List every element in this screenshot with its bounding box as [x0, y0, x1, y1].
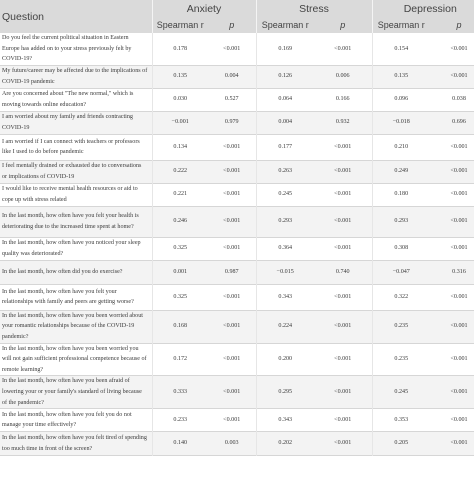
p-value-cell: <0.001 [314, 432, 372, 456]
subheader-spearman: Spearman r [152, 17, 208, 33]
p-value-cell: <0.001 [208, 409, 256, 432]
question-cell: In the last month, how often did you do exercise? [0, 260, 152, 284]
question-cell: I am worried if I can connect with teachers or professors like I used to do before pandemic [0, 134, 152, 160]
p-value-cell: <0.001 [430, 432, 474, 456]
table-row [0, 206, 474, 237]
p-value-cell: <0.001 [208, 206, 256, 237]
spearman-cell: −0.015 [256, 260, 314, 284]
spearman-cell: 0.205 [372, 432, 430, 456]
p-value-cell: <0.001 [430, 206, 474, 237]
table-row [0, 376, 474, 409]
question-cell: In the last month, how often have you felt your health is deteriorating due to the increased time spent at home? [0, 206, 152, 237]
p-value-cell: <0.001 [208, 343, 256, 376]
p-value-cell: <0.001 [314, 284, 372, 310]
spearman-cell: 0.134 [152, 134, 208, 160]
p-value-cell: 0.987 [208, 260, 256, 284]
p-value-cell: 0.979 [208, 111, 256, 134]
spearman-cell: 0.233 [152, 409, 208, 432]
p-value-cell: <0.001 [314, 134, 372, 160]
spearman-cell: 0.293 [372, 206, 430, 237]
spearman-cell: 0.172 [152, 343, 208, 376]
table-header [0, 0, 474, 33]
p-value-cell: <0.001 [430, 160, 474, 183]
p-value-cell: <0.001 [430, 134, 474, 160]
spearman-cell: 0.169 [256, 33, 314, 65]
spearman-cell: 0.333 [152, 376, 208, 409]
p-value-cell: <0.001 [430, 33, 474, 65]
spearman-cell: 0.235 [372, 310, 430, 343]
spearman-cell: 0.249 [372, 160, 430, 183]
spearman-cell: 0.322 [372, 284, 430, 310]
spearman-cell: 0.202 [256, 432, 314, 456]
p-value-cell: <0.001 [314, 343, 372, 376]
spearman-cell: 0.224 [256, 310, 314, 343]
p-value-cell: <0.001 [314, 160, 372, 183]
p-value-cell: 0.932 [314, 111, 372, 134]
p-value-cell: <0.001 [208, 376, 256, 409]
question-cell: In the last month, how often have you felt tired of spending too much time in front of the screen? [0, 432, 152, 456]
p-value-cell: <0.001 [208, 237, 256, 260]
spearman-cell: 0.235 [372, 343, 430, 376]
subheader-spearman: Spearman r [256, 17, 314, 33]
p-value-cell: 0.740 [314, 260, 372, 284]
p-value-cell: <0.001 [314, 237, 372, 260]
p-value-cell: <0.001 [430, 183, 474, 206]
p-value-cell: <0.001 [314, 409, 372, 432]
p-value-cell: 0.004 [208, 65, 256, 88]
p-value-cell: <0.001 [430, 237, 474, 260]
p-value-cell: <0.001 [430, 376, 474, 409]
spearman-cell: 0.140 [152, 432, 208, 456]
table-row [0, 183, 474, 206]
spearman-cell: −0.047 [372, 260, 430, 284]
p-value-cell: 0.006 [314, 65, 372, 88]
table-row [0, 160, 474, 183]
question-cell: My future/career may be affected due to the implications of COVID-19 pandemic [0, 65, 152, 88]
p-value-cell: <0.001 [314, 33, 372, 65]
spearman-cell: 0.178 [152, 33, 208, 65]
table-row [0, 134, 474, 160]
header-depression: Depression [372, 0, 474, 17]
spearman-cell: 0.353 [372, 409, 430, 432]
question-cell: In the last month, how often have you noticed your sleep quality was deteriorated? [0, 237, 152, 260]
spearman-cell: 0.126 [256, 65, 314, 88]
question-cell: I would like to receive mental health resources or aid to cope up with stress related [0, 183, 152, 206]
table-row [0, 432, 474, 456]
table-row [0, 111, 474, 134]
spearman-cell: −0.001 [152, 111, 208, 134]
subheader-p: p [314, 17, 372, 33]
p-value-cell: <0.001 [314, 310, 372, 343]
p-value-cell: 0.038 [430, 88, 474, 111]
spearman-cell: 0.168 [152, 310, 208, 343]
table-row [0, 237, 474, 260]
spearman-cell: 0.221 [152, 183, 208, 206]
header-anxiety: Anxiety [152, 0, 256, 17]
p-value-cell: <0.001 [430, 343, 474, 376]
table-row [0, 260, 474, 284]
spearman-cell: 0.177 [256, 134, 314, 160]
spearman-cell: 0.222 [152, 160, 208, 183]
spearman-cell: 0.325 [152, 284, 208, 310]
spearman-cell: 0.364 [256, 237, 314, 260]
question-cell: In the last month, how often have you felt your relationships with family and peers are getting worse? [0, 284, 152, 310]
spearman-cell: 0.180 [372, 183, 430, 206]
spearman-cell: 0.245 [256, 183, 314, 206]
header-stress: Stress [256, 0, 372, 17]
spearman-cell: 0.030 [152, 88, 208, 111]
p-value-cell: <0.001 [208, 183, 256, 206]
p-value-cell: 0.527 [208, 88, 256, 111]
p-value-cell: <0.001 [430, 409, 474, 432]
p-value-cell: <0.001 [314, 183, 372, 206]
spearman-cell: −0.018 [372, 111, 430, 134]
question-cell: In the last month, how often have you been worried you will not gain sufficient professional competence because of remote learning? [0, 343, 152, 376]
spearman-cell: 0.135 [372, 65, 430, 88]
p-value-cell: 0.696 [430, 111, 474, 134]
p-value-cell: <0.001 [208, 134, 256, 160]
spearman-cell: 0.064 [256, 88, 314, 111]
p-value-cell: <0.001 [314, 206, 372, 237]
table-row [0, 409, 474, 432]
question-cell: In the last month, how often have you been worried about your romantic relationships because of the COVID-19 pandemic? [0, 310, 152, 343]
spearman-cell: 0.001 [152, 260, 208, 284]
question-cell: Do you feel the current political situation in Eastern Europe has added on to your stress previously felt by COVID-19? [0, 33, 152, 65]
table-row [0, 88, 474, 111]
subheader-p: p [208, 17, 256, 33]
table-body [0, 33, 474, 456]
spearman-cell: 0.096 [372, 88, 430, 111]
table-row [0, 33, 474, 65]
question-cell: In the last month, how often have you been afraid of lowering your or your family's standard of living because of the pandemic? [0, 376, 152, 409]
question-cell: I feel mentally drained or exhausted due to conversations or implications of COVID-19 [0, 160, 152, 183]
p-value-cell: 0.166 [314, 88, 372, 111]
header-question: Question [0, 0, 152, 33]
p-value-cell: <0.001 [430, 65, 474, 88]
spearman-cell: 0.293 [256, 206, 314, 237]
spearman-cell: 0.343 [256, 284, 314, 310]
spearman-cell: 0.004 [256, 111, 314, 134]
p-value-cell: <0.001 [208, 284, 256, 310]
spearman-cell: 0.154 [372, 33, 430, 65]
p-value-cell: <0.001 [430, 310, 474, 343]
subheader-p: p [430, 17, 474, 33]
spearman-cell: 0.200 [256, 343, 314, 376]
question-cell: Are you concerned about "The new normal," which is moving towards online education? [0, 88, 152, 111]
p-value-cell: <0.001 [314, 376, 372, 409]
p-value-cell: <0.001 [430, 284, 474, 310]
spearman-cell: 0.135 [152, 65, 208, 88]
spearman-cell: 0.246 [152, 206, 208, 237]
table-row [0, 65, 474, 88]
p-value-cell: <0.001 [208, 310, 256, 343]
p-value-cell: 0.316 [430, 260, 474, 284]
table-row [0, 310, 474, 343]
spearman-cell: 0.295 [256, 376, 314, 409]
table-row [0, 343, 474, 376]
question-cell: I am worried about my family and friends contracting COVID-19 [0, 111, 152, 134]
spearman-cell: 0.210 [372, 134, 430, 160]
spearman-cell: 0.308 [372, 237, 430, 260]
subheader-spearman: Spearman r [372, 17, 430, 33]
spearman-cell: 0.263 [256, 160, 314, 183]
p-value-cell: <0.001 [208, 33, 256, 65]
p-value-cell: 0.003 [208, 432, 256, 456]
spearman-cell: 0.245 [372, 376, 430, 409]
table-row [0, 284, 474, 310]
spearman-cell: 0.325 [152, 237, 208, 260]
spearman-cell: 0.343 [256, 409, 314, 432]
question-cell: In the last month, how often have you felt you do not manage your time effectively? [0, 409, 152, 432]
p-value-cell: <0.001 [208, 160, 256, 183]
